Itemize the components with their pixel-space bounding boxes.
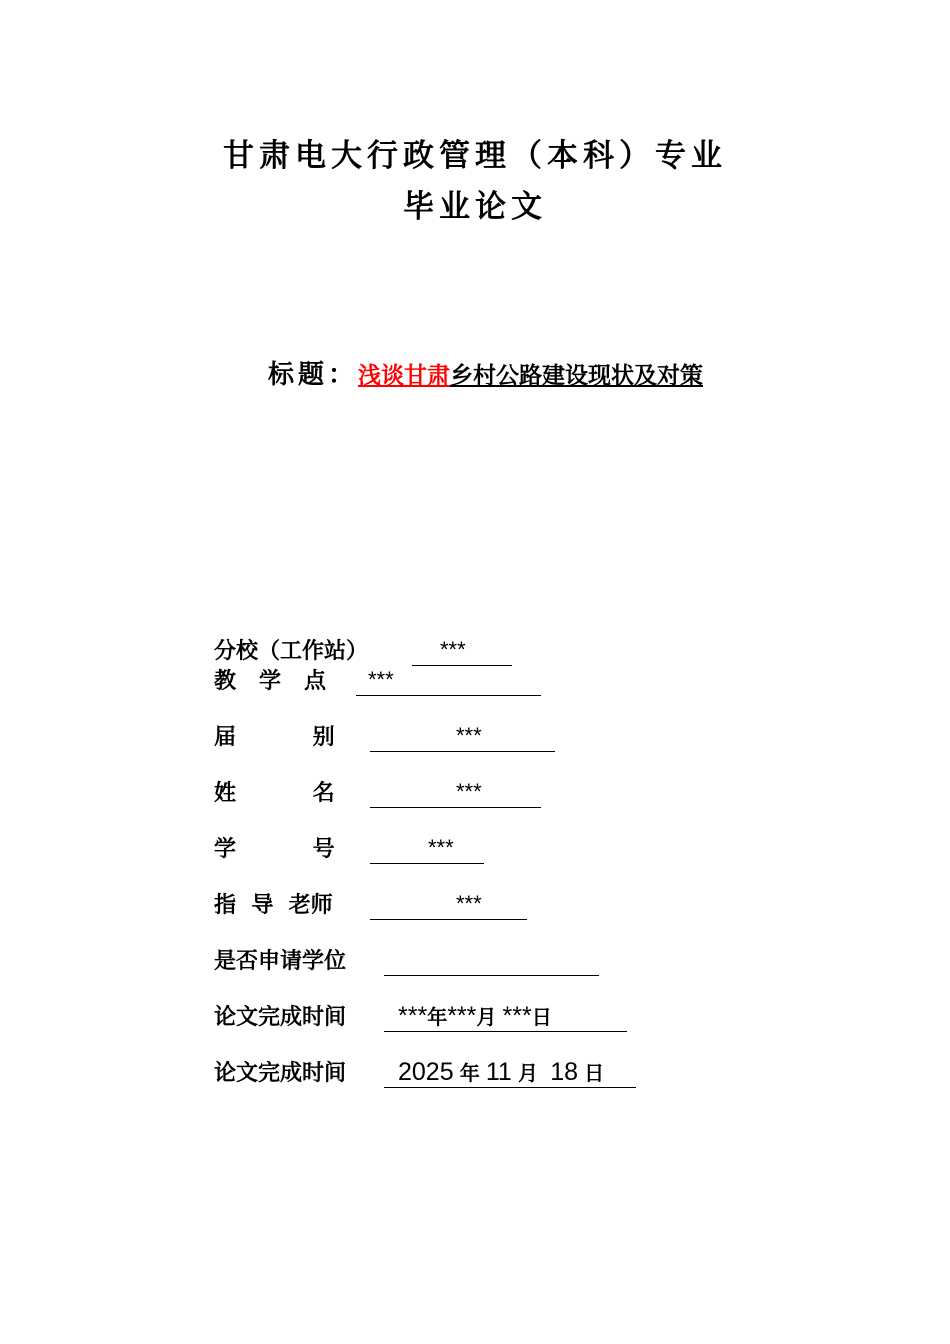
subject-label: 标题： xyxy=(268,360,359,390)
completion-1-year: *** xyxy=(398,1002,428,1030)
field-session-value: *** xyxy=(370,722,555,752)
subject-text: 乡村公路建设现状及对策 xyxy=(450,363,704,389)
field-apply-degree-label: 是否申请学位 xyxy=(214,948,347,974)
field-name xyxy=(214,776,554,808)
field-teaching-point-label: 教 学 点 xyxy=(214,668,326,694)
field-name-value: *** xyxy=(370,778,541,808)
field-apply-degree xyxy=(214,944,614,976)
completion-2-month-unit: 月 xyxy=(517,1061,538,1085)
field-completion-time-1 xyxy=(214,1000,644,1032)
field-apply-degree-value xyxy=(384,946,599,976)
field-branch-value: *** xyxy=(412,636,512,666)
field-completion-time-2 xyxy=(214,1056,654,1088)
completion-2-day-unit: 日 xyxy=(584,1061,605,1085)
completion-1-year-unit: 年 xyxy=(427,1005,448,1029)
subject-highlight: 浅谈甘肃 xyxy=(358,363,451,389)
completion-1-day-unit: 日 xyxy=(531,1005,552,1029)
field-completion-time-2-value xyxy=(384,1058,636,1088)
completion-1-day: *** xyxy=(502,1002,532,1030)
field-student-id-label: 学 号 xyxy=(214,836,335,862)
thesis-subject xyxy=(268,357,703,394)
field-student-id xyxy=(214,832,494,864)
completion-2-month: 11 xyxy=(485,1058,512,1086)
field-branch xyxy=(214,634,534,666)
document-title-line2: 毕业论文 xyxy=(403,189,547,225)
field-teaching-point xyxy=(214,664,554,696)
field-advisor xyxy=(214,888,544,920)
field-completion-time-2-label: 论文完成时间 xyxy=(214,1060,347,1086)
field-completion-time-1-value xyxy=(384,1002,627,1032)
field-branch-label: 分校（工作站） xyxy=(214,638,369,664)
field-name-label: 姓 名 xyxy=(214,780,335,806)
completion-1-month: *** xyxy=(447,1002,477,1030)
completion-1-month-unit: 月 xyxy=(476,1005,497,1029)
field-teaching-point-value: *** xyxy=(356,666,541,696)
field-student-id-value: *** xyxy=(370,834,484,864)
field-session-label: 届 别 xyxy=(214,724,335,750)
field-advisor-value: *** xyxy=(370,890,527,920)
completion-2-day: 18 xyxy=(550,1058,578,1086)
field-session xyxy=(214,720,564,752)
field-completion-time-1-label: 论文完成时间 xyxy=(214,1004,347,1030)
completion-2-year: 2025 xyxy=(398,1058,454,1086)
field-advisor-label: 指 导 老师 xyxy=(214,892,333,918)
document-title-line1: 甘肃电大行政管理（本科）专业 xyxy=(223,138,727,174)
completion-2-year-unit: 年 xyxy=(459,1061,480,1085)
